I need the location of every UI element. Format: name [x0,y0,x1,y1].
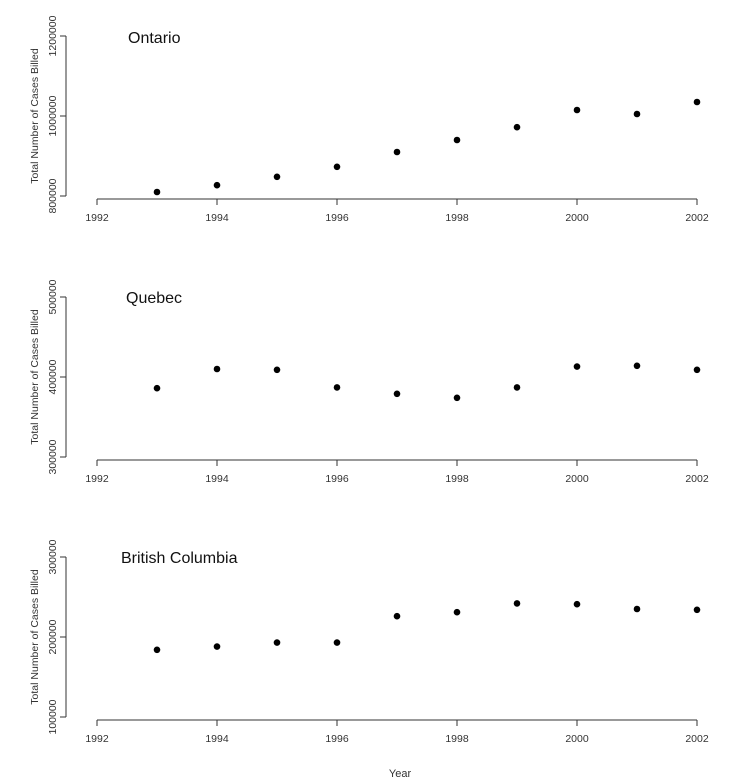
data-point [154,189,161,196]
data-point [274,639,281,646]
data-point [394,613,401,620]
data-point [574,107,581,114]
y-tick-label: 200000 [47,619,59,655]
x-tick-label: 1992 [85,473,109,485]
data-point [634,111,641,118]
panel-0 [29,15,709,224]
x-tick-label: 1996 [325,733,349,745]
data-point [154,385,161,392]
panel-title: British Columbia [121,550,238,567]
x-tick-label: 1992 [85,733,109,745]
y-tick-label: 100000 [47,699,59,735]
data-point [334,639,341,646]
data-point [154,647,161,654]
data-point [454,609,461,616]
x-tick-label: 2002 [685,733,709,745]
x-tick-label: 2002 [685,212,709,224]
panel-title: Ontario [128,30,181,47]
x-tick-label: 1998 [445,473,469,485]
x-tick-label: 2000 [565,733,589,745]
data-point [454,395,461,402]
y-tick-label: 300000 [47,539,59,575]
data-point [274,174,281,181]
y-axis-label: Total Number of Cases Billed [29,48,41,184]
y-axis-label: Total Number of Cases Billed [29,309,41,445]
panel-title: Quebec [126,290,183,307]
x-tick-label: 2000 [565,212,589,224]
panel-2 [29,539,709,745]
data-point [574,363,581,370]
data-point [454,137,461,144]
data-point [214,182,221,189]
y-tick-label: 1200000 [47,15,59,57]
y-axis-label: Total Number of Cases Billed [29,569,41,705]
data-point [334,384,341,391]
data-point [394,149,401,156]
x-tick-label: 1992 [85,212,109,224]
x-tick-label: 1994 [205,212,229,224]
data-point [214,366,221,373]
x-tick-label: 1994 [205,473,229,485]
y-tick-label: 400000 [47,359,59,395]
data-point [514,124,521,131]
x-axis-label: Year [388,768,412,780]
x-tick-label: 1998 [445,212,469,224]
data-point [694,99,701,106]
data-point [274,367,281,374]
data-point [514,384,521,391]
y-tick-label: 800000 [47,178,59,214]
y-tick-label: 1000000 [47,95,59,137]
data-point [334,164,341,171]
y-tick-label: 300000 [47,439,59,475]
data-point [514,600,521,607]
data-point [694,367,701,374]
data-point [394,391,401,398]
x-tick-label: 1994 [205,733,229,745]
data-point [634,606,641,613]
data-point [574,601,581,608]
data-point [214,643,221,650]
x-tick-label: 2000 [565,473,589,485]
data-point [694,607,701,614]
y-tick-label: 500000 [47,279,59,315]
x-tick-label: 1996 [325,212,349,224]
panel-1 [29,279,709,485]
data-point [634,363,641,370]
x-tick-label: 1996 [325,473,349,485]
x-tick-label: 2002 [685,473,709,485]
x-tick-label: 1998 [445,733,469,745]
